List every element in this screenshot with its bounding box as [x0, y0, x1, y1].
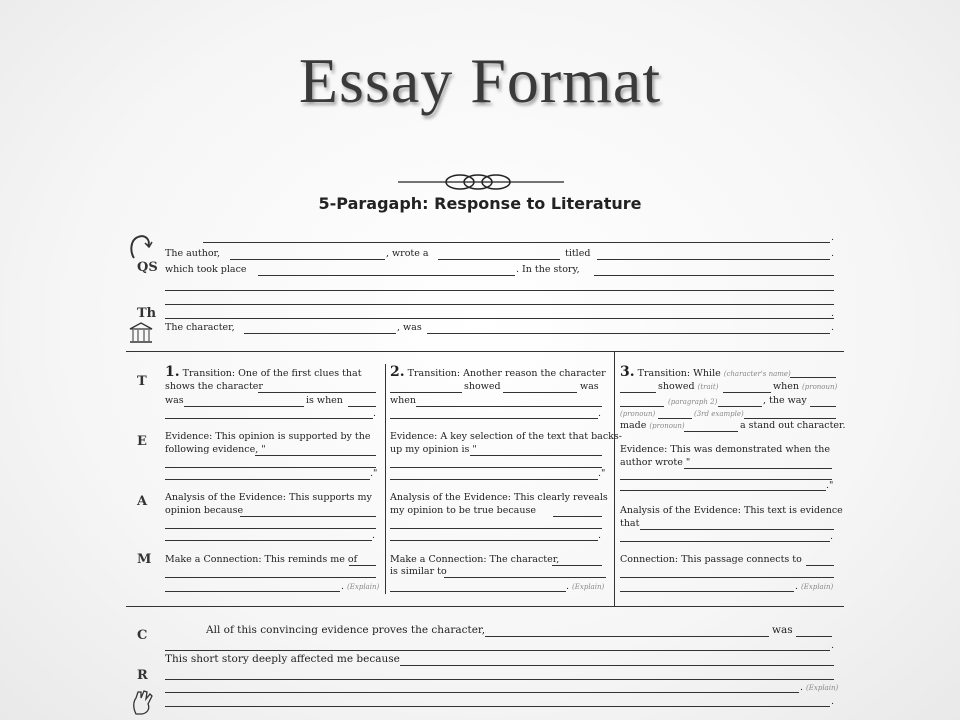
col3-evidence: Evidence: This was demonstrated when the [620, 444, 830, 455]
ornament-divider [398, 172, 564, 192]
col2-was-label: was [580, 381, 599, 392]
title-blank[interactable] [597, 259, 830, 260]
col3-when-label: when [773, 381, 799, 392]
col3-made-label: made [620, 420, 647, 431]
col1-number: 1. [165, 364, 180, 380]
col1-shows-label: shows the character [165, 381, 263, 392]
label-a: A [137, 494, 148, 509]
col2-trait-blank[interactable] [503, 392, 577, 393]
col1-explain-hint: (Explain) [347, 583, 380, 591]
label-th: Th [137, 306, 157, 321]
intro-titled-label: titled [565, 248, 591, 259]
col2-showed-label: showed [464, 381, 501, 392]
col2-analysis2: my opinion to be true because [390, 505, 536, 516]
col3-analysis: Analysis of the Evidence: This text is evidence [620, 505, 843, 516]
col2-when-label: when [390, 395, 416, 406]
col2-evidence: Evidence: A key selection of the text that backs- [390, 431, 622, 442]
label-r: R [137, 668, 148, 683]
col3-hint-para: (paragraph 2) [668, 398, 718, 406]
col1-evidence2: following evidence, " [165, 444, 266, 455]
col3-stand-out-label: a stand out character. [740, 420, 846, 431]
story-blank-1[interactable] [594, 275, 834, 276]
col3-evidence2: author wrote " [620, 457, 691, 468]
col2-explain-hint: (Explain) [572, 583, 605, 591]
col1-evidence: Evidence: This opinion is supported by the [165, 431, 371, 442]
col2-connection: Make a Connection: The character, [390, 554, 560, 565]
col1-analysis2: opinion because [165, 505, 244, 516]
slide-title: Essay Format [298, 45, 662, 116]
col1-is-when-label: is when [306, 395, 343, 406]
col3-transition: Transition: While [637, 368, 721, 379]
intro-place-label: which took place [165, 264, 247, 275]
intro-was-label: , was [397, 322, 422, 333]
col1-was-label: was [165, 395, 184, 406]
question-hook-icon [128, 232, 154, 262]
place-blank[interactable] [258, 275, 515, 276]
col3-connection: Connection: This passage connects to [620, 554, 802, 565]
col2-analysis: Analysis of the Evidence: This clearly reveals [390, 492, 608, 503]
col2-character-blank[interactable] [390, 392, 462, 393]
col3-the-way-label: , the way [763, 395, 807, 406]
col1-character-blank[interactable] [258, 392, 376, 393]
col3-hint-trait: (trait) [697, 383, 719, 391]
conclusion-proves: All of this convincing evidence proves the character, [206, 624, 486, 636]
author-blank[interactable] [230, 259, 385, 260]
conclusion-explain-hint: (Explain) [806, 684, 839, 692]
intro-wrote-label: , wrote a [386, 248, 429, 259]
col2-connection2: is similar to [390, 566, 447, 577]
character-blank[interactable] [244, 333, 396, 334]
conclusion-was-label: was [772, 624, 793, 636]
trait-blank[interactable] [427, 333, 830, 334]
col3-explain-hint: (Explain) [801, 583, 834, 591]
intro-character-label: The character, [165, 322, 235, 333]
genre-blank[interactable] [438, 259, 560, 260]
col2-number: 2. [390, 364, 405, 380]
col2-transition: Transition: Another reason the character [407, 368, 606, 379]
col1-transition: Transition: One of the first clues that [182, 368, 362, 379]
worksheet-subtitle: 5-Paragaph: Response to Literature [318, 194, 642, 213]
label-t: T [137, 374, 147, 389]
col2-evidence2: up my opinion is " [390, 444, 477, 455]
col3-showed-label: showed [658, 381, 695, 392]
col3-hint-pronoun2: (pronoun) [620, 410, 656, 418]
label-e: E [137, 434, 147, 449]
hand-icon [130, 688, 156, 716]
col3-hint-pronoun: (pronoun) [802, 383, 838, 391]
intro-story-label: . In the story, [516, 264, 580, 275]
col1-connection: Make a Connection: This reminds me of [165, 554, 358, 565]
col3-hint-example: (3rd example) [694, 410, 744, 418]
label-qs: QS [137, 260, 158, 275]
col3-hint-pronoun3: (pronoun) [649, 422, 685, 430]
building-icon [128, 322, 154, 344]
col3-analysis2: that [620, 518, 640, 529]
label-m: M [137, 552, 152, 567]
intro-author-label: The author, [165, 248, 221, 259]
col3-number: 3. [620, 364, 635, 380]
col3-hint-name: (character's name) [723, 370, 791, 378]
col1-analysis: Analysis of the Evidence: This supports my [165, 492, 372, 503]
col1-trait-blank[interactable] [184, 406, 304, 407]
conclusion-character-blank[interactable] [485, 636, 769, 637]
label-c: C [137, 628, 148, 643]
conclusion-affected: This short story deeply affected me because [165, 653, 400, 665]
